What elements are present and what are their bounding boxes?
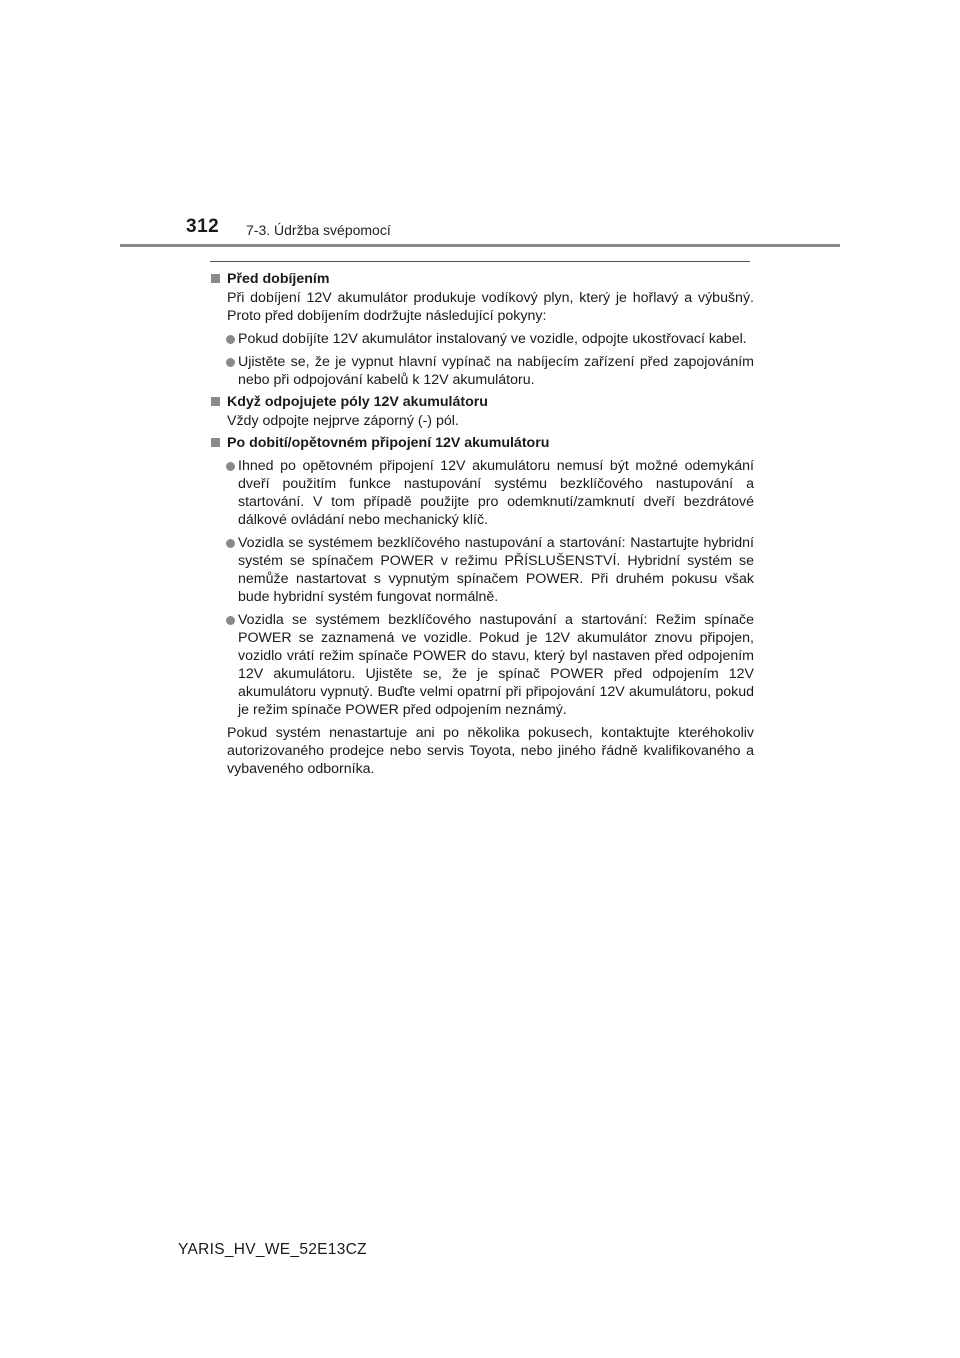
list-item <box>210 353 754 389</box>
section-heading-text: Když odpojujete póly 12V akumulátoru <box>227 394 488 410</box>
circle-bullet-icon <box>226 358 235 367</box>
circle-bullet-icon <box>226 462 235 471</box>
header-rule <box>120 244 840 247</box>
section-heading-text: Před dobíjením <box>227 271 330 287</box>
section-heading <box>210 393 754 411</box>
list-item-text: Pokud dobíjíte 12V akumulátor instalovaný ve vozidle, odpojte ukostřovací kabel. <box>238 331 747 347</box>
list-item-text: Ihned po opětovném připojení 12V akumulátoru nemusí být možné odemykání dveří použitím funkce nastupování systému bezklíčového nastupování a startování. V tom případě použijte pro odemknutí/zamknutí dveří bezdrátové dálkové ovládání nebo mechanický klíč. <box>238 458 754 528</box>
circle-bullet-icon <box>226 616 235 625</box>
square-bullet-icon <box>211 274 220 283</box>
list-item <box>210 457 754 529</box>
circle-bullet-icon <box>226 539 235 548</box>
square-bullet-icon <box>211 397 220 406</box>
circle-bullet-icon <box>226 335 235 344</box>
section-heading-text: Po dobití/opětovném připojení 12V akumulátoru <box>227 435 550 451</box>
document-code: YARIS_HV_WE_52E13CZ <box>178 1241 367 1258</box>
section-heading <box>210 434 754 452</box>
section-heading <box>210 270 754 288</box>
content-rule <box>210 261 750 262</box>
list-item-text: Vozidla se systémem bezklíčového nastupování a startování: Režim spínače POWER se zaznamená ve vozidle. Pokud je 12V akumulátor znovu připojen, vozidlo vrátí režim spínače POWER do stavu, který byl nastaven před odpojením 12V akumulátoru. Ujistěte se, že je spínač POWER před odpojením 12V akumulátoru vypnutý. Buďte velmi opatrní při připojování 12V akumulátoru, pokud je režim spínače POWER před odpojením neznámý. <box>238 612 754 718</box>
list-item-text: Vozidla se systémem bezklíčového nastupování a startování: Nastartujte hybridní systém se spínačem POWER v režimu PŘÍSLUŠENSTVÍ. Hybridní systém se nemůže nastartovat s vypnutým spínačem POWER. Při druhém pokusu však bude hybridní systém fungovat normálně. <box>238 535 754 605</box>
page-number: 312 <box>186 216 220 237</box>
content <box>210 266 754 778</box>
closing-paragraph: Pokud systém nenastartuje ani po několika pokusech, kontaktujte kteréhokoliv autorizovaného prodejce nebo servis Toyota, nebo jiného řádně kvalifikovaného a vybaveného odborníka. <box>227 725 754 777</box>
list-item <box>210 534 754 606</box>
list-item <box>210 330 754 348</box>
section-paragraph: Při dobíjení 12V akumulátor produkuje vodíkový plyn, který je hořlavý a výbušný. Proto před dobíjením dodržujte následující pokyny: <box>227 290 754 324</box>
section-title: 7-3. Údržba svépomocí <box>246 222 391 238</box>
square-bullet-icon <box>211 438 220 447</box>
list-item <box>210 611 754 719</box>
list-item-text: Ujistěte se, že je vypnut hlavní vypínač na nabíjecím zařízení před zapojováním nebo při odpojování kabelů k 12V akumulátoru. <box>238 354 754 388</box>
section-paragraph: Vždy odpojte nejprve záporný (-) pól. <box>227 413 459 429</box>
